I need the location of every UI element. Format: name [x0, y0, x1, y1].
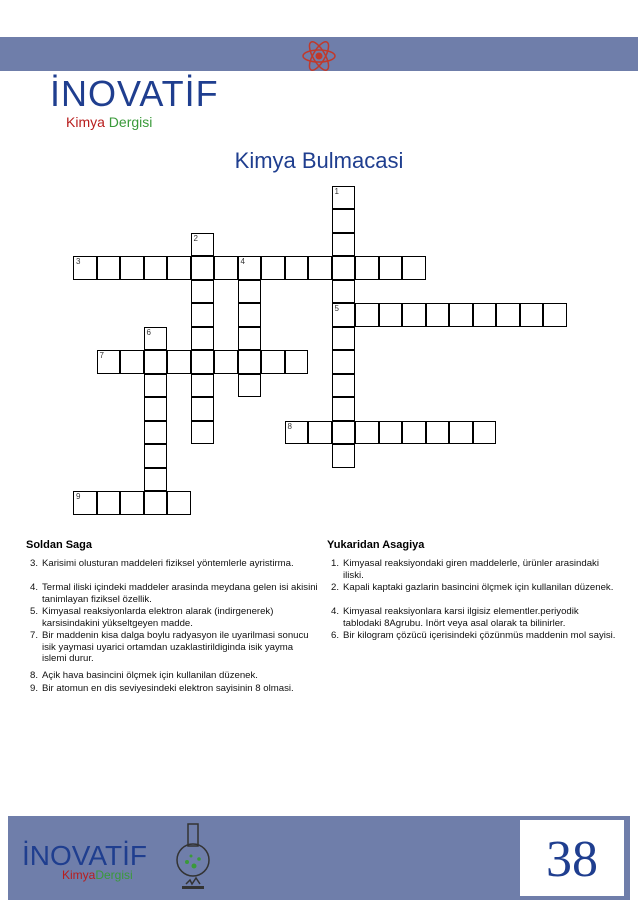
grid-cell[interactable]: [144, 444, 168, 468]
grid-cell[interactable]: [191, 327, 215, 351]
grid-cell[interactable]: [97, 350, 121, 374]
clue-number: 8: [287, 421, 292, 431]
clue-text: Kapali kaptaki gazlarin basincini ölçmek için kullanilan düzenek.: [343, 582, 614, 593]
grid-cell[interactable]: [332, 374, 356, 398]
grid-cell[interactable]: [332, 303, 356, 327]
grid-cell[interactable]: [191, 256, 215, 280]
clue-item: [331, 558, 617, 581]
grid-cell[interactable]: [355, 303, 379, 327]
grid-cell[interactable]: [191, 233, 215, 257]
grid-cell[interactable]: [308, 421, 332, 445]
clue-number: 4.: [331, 606, 340, 617]
grid-cell[interactable]: [332, 444, 356, 468]
grid-cell[interactable]: [332, 233, 356, 257]
clue-text: Karisimi olusturan maddeleri fiziksel yöntemlerle ayristirma.: [42, 558, 294, 569]
grid-cell[interactable]: [167, 256, 191, 280]
subtitle-dergisi: Dergisi: [108, 114, 153, 130]
clue-number: 8.: [30, 670, 39, 681]
clue-number: 3: [76, 257, 81, 266]
flask-icon: [168, 822, 218, 896]
clue-item: [30, 582, 318, 605]
grid-cell[interactable]: [144, 468, 168, 492]
grid-cell[interactable]: [426, 303, 450, 327]
grid-cell[interactable]: [238, 374, 262, 398]
grid-cell[interactable]: [520, 303, 544, 327]
grid-cell[interactable]: [191, 280, 215, 304]
grid-cell[interactable]: [543, 303, 567, 327]
grid-cell[interactable]: [402, 421, 426, 445]
grid-cell[interactable]: [144, 421, 168, 445]
grid-cell[interactable]: [238, 303, 262, 327]
clue-number: 2.: [331, 582, 340, 593]
magazine-subtitle: [66, 114, 152, 130]
clue-text: Bir maddenin kisa dalga boylu radyasyon ile uyarilmasi sonucu isik yaymasi uyarici ortamdan uzaklastirildiginda isik yayma islemi durur.: [42, 630, 309, 664]
grid-cell[interactable]: [285, 421, 309, 445]
subtitle-kimya: Kimya: [66, 114, 105, 130]
clue-text: Kimyasal reaksiyonlarda elektron alarak (indirgenerek) karsisindakini yükseltgeyen madde.: [42, 606, 274, 629]
clue-number: 1: [334, 186, 339, 196]
grid-cell[interactable]: [73, 256, 97, 280]
grid-cell[interactable]: [238, 350, 262, 374]
grid-cell[interactable]: [120, 491, 144, 515]
footer-bar: [8, 816, 630, 900]
grid-cell[interactable]: [379, 256, 403, 280]
footer-subtitle-dergisi: Dergisi: [95, 868, 133, 882]
clue-number: 6.: [331, 630, 340, 641]
grid-cell[interactable]: [332, 256, 356, 280]
grid-cell[interactable]: [97, 256, 121, 280]
magazine-title: İNOVATİF: [50, 73, 219, 114]
grid-cell[interactable]: [191, 397, 215, 421]
puzzle-title: Kimya Bulmacasi: [234, 148, 404, 173]
clue-number: 4: [240, 257, 245, 266]
grid-cell[interactable]: [473, 303, 497, 327]
grid-cell[interactable]: [238, 327, 262, 351]
clue-number: 2: [193, 233, 198, 243]
clue-number: 1.: [331, 558, 340, 569]
clue-number: 4.: [30, 582, 39, 593]
grid-cell[interactable]: [144, 350, 168, 374]
grid-cell[interactable]: [167, 491, 191, 515]
footer-subtitle: [62, 868, 133, 882]
grid-cell[interactable]: [355, 256, 379, 280]
grid-cell[interactable]: [191, 350, 215, 374]
clue-text: Bir kilogram çözücü içerisindeki çözünmüs maddenin mol sayisi.: [343, 630, 616, 641]
clue-text: Kimyasal reaksiyonlara karsi ilgisiz elementler.periyodik tablodaki 8Agrubu. Inört veya asal olarak ta bilinirler.: [343, 606, 579, 629]
grid-cell[interactable]: [332, 397, 356, 421]
clue-text: Termal iliski içindeki maddeler arasinda meydana gelen isi akisini tanimlayan fiziksel özellik.: [42, 582, 318, 605]
grid-cell[interactable]: [144, 374, 168, 398]
grid-cell[interactable]: [449, 421, 473, 445]
grid-cell[interactable]: [261, 350, 285, 374]
clue-number: 7: [99, 351, 104, 360]
grid-cell[interactable]: [332, 280, 356, 304]
grid-cell[interactable]: [214, 256, 238, 280]
grid-cell[interactable]: [120, 256, 144, 280]
grid-cell[interactable]: [238, 280, 262, 304]
grid-cell[interactable]: [261, 256, 285, 280]
grid-cell[interactable]: [285, 256, 309, 280]
grid-cell[interactable]: [379, 421, 403, 445]
grid-cell[interactable]: [167, 350, 191, 374]
grid-cell[interactable]: [496, 303, 520, 327]
grid-cell[interactable]: [144, 491, 168, 515]
grid-cell[interactable]: [332, 209, 356, 233]
clue-text: Bir atomun en dis seviyesindeki elektron sayisinin 8 olmasi.: [42, 683, 294, 694]
grid-cell[interactable]: [449, 303, 473, 327]
grid-cell[interactable]: [285, 350, 309, 374]
clue-item: [331, 582, 617, 594]
clue-number: 9: [76, 492, 81, 501]
grid-cell[interactable]: [332, 327, 356, 351]
footer-brand: İNOVATİF: [22, 840, 147, 871]
grid-cell[interactable]: [332, 186, 356, 210]
grid-cell[interactable]: [426, 421, 450, 445]
grid-cell[interactable]: [214, 350, 238, 374]
clue-number: 6: [146, 327, 151, 337]
down-heading: Yukaridan Asagiya: [327, 539, 425, 551]
footer-subtitle-kimya: Kimya: [62, 868, 96, 882]
clue-item: [30, 606, 318, 629]
grid-cell[interactable]: [191, 303, 215, 327]
grid-cell[interactable]: [402, 303, 426, 327]
clue-item: [331, 630, 617, 642]
across-heading: Soldan Saga: [26, 539, 93, 551]
grid-cell[interactable]: [191, 421, 215, 445]
grid-cell[interactable]: [144, 327, 168, 351]
page-number-box: [520, 820, 624, 896]
clue-item: [331, 606, 617, 629]
clue-number: 9.: [30, 683, 39, 694]
grid-cell[interactable]: [332, 350, 356, 374]
grid-cell[interactable]: [144, 397, 168, 421]
grid-cell[interactable]: [238, 256, 262, 280]
grid-cell[interactable]: [191, 374, 215, 398]
grid-cell[interactable]: [308, 256, 332, 280]
grid-cell[interactable]: [402, 256, 426, 280]
clue-item: [30, 558, 318, 570]
clue-item: [30, 630, 318, 665]
grid-cell[interactable]: [73, 491, 97, 515]
clue-text: Açik hava basincini ölçmek için kullanilan düzenek.: [42, 670, 258, 681]
grid-cell[interactable]: [355, 421, 379, 445]
grid-cell[interactable]: [473, 421, 497, 445]
atom-icon: [299, 36, 339, 76]
grid-cell[interactable]: [144, 256, 168, 280]
clue-text: Kimyasal reaksiyondaki giren maddelerle, ürünler arasindaki iliski.: [343, 558, 599, 581]
grid-cell[interactable]: [120, 350, 144, 374]
clue-number: 5: [334, 304, 339, 313]
page-number: 38: [546, 831, 598, 888]
clue-number: 5.: [30, 606, 39, 617]
grid-cell[interactable]: [97, 491, 121, 515]
clue-item: [30, 670, 318, 682]
grid-cell[interactable]: [332, 421, 356, 445]
clue-number: 3.: [30, 558, 39, 569]
grid-cell[interactable]: [379, 303, 403, 327]
clue-item: [30, 683, 318, 695]
clue-number: 7.: [30, 630, 39, 641]
